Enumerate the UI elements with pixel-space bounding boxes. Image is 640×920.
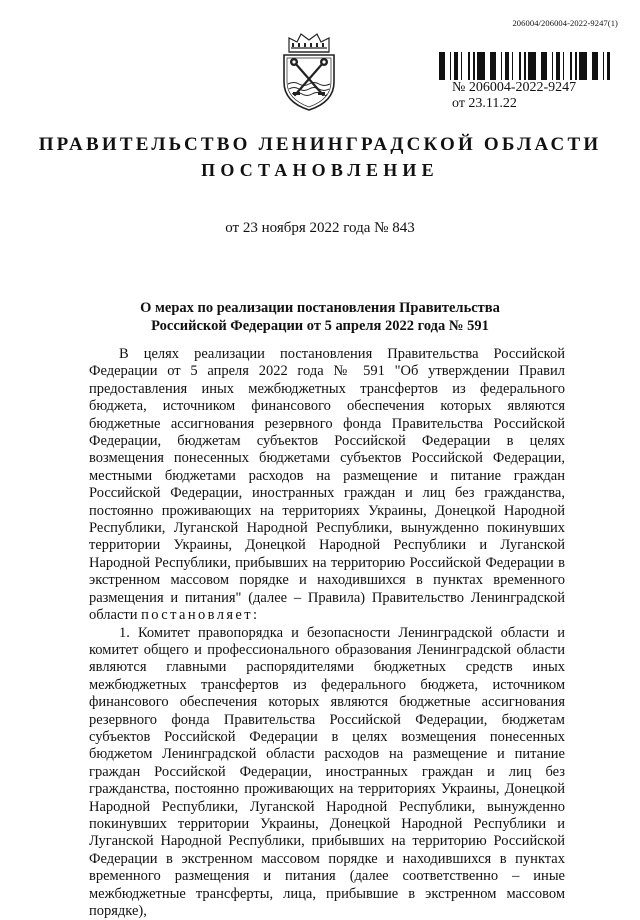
barcode-bar: [582, 52, 584, 80]
barcode-bar: [570, 52, 572, 80]
barcode-bar: [595, 52, 598, 80]
barcode-bar: [461, 52, 462, 80]
barcode-bar: [468, 52, 470, 80]
barcode-bar: [501, 52, 502, 80]
barcode-bar: [559, 52, 560, 80]
barcode-bar: [482, 52, 485, 80]
registration-number: № 206004-2022-9247: [452, 80, 576, 96]
registration-date: от 23.11.22: [452, 96, 517, 112]
document-type: ПОСТАНОВЛЕНИЕ: [0, 160, 640, 181]
document-code: 206004/206004-2022-9247(1): [512, 18, 618, 28]
subject-line-1: О мерах по реализации постановления Правительства: [60, 300, 580, 318]
barcode-bar: [603, 52, 604, 80]
government-title: ПРАВИТЕЛЬСТВО ЛЕНИНГРАДСКОЙ ОБЛАСТИ: [0, 134, 640, 156]
document-subject: [60, 300, 580, 335]
barcode-bar: [592, 52, 595, 80]
barcode-bar: [442, 52, 445, 80]
barcode-bar: [493, 52, 496, 80]
document-body: [89, 346, 565, 920]
barcode-bar: [552, 52, 553, 80]
body-paragraph-item-1: 1. Комитет правопорядка и безопасности Ленинградской области и комитет общего и профессионального образования Ленинградской области являются главными распорядителями бюджетных средств иных межбюджетных трансфертов из федерального бюджета, источником финансового обеспечения которых являются бюджетные ассигнования резервного фонда Правительства Российской Федерации, бюджетам субъектов Российской Федерации в целях возмещения понесенных бюджетом Ленинградской области расходов на размещение и питание граждан Российской Федерации, иностранных граждан и лиц без гражданства, постоянно проживающих на территориях Украины, Донецкой Народной Республики, Луганской Народной Республики, вынужденно покинувших территории Украины, Донецкой Народной Республики и Луганской Народной Республики, прибывших на территорию Российской Федерации в экстренном массовом порядке и находившихся в пунктах временного размещения и питания (далее соответственно – иные межбюджетные трансферты, лица, прибывшие в экстренном массовом порядке),: [89, 625, 565, 920]
document-date-number: от 23 ноября 2022 года № 843: [0, 220, 640, 237]
barcode-bar: [544, 52, 547, 80]
body-paragraph-preamble: [89, 346, 565, 625]
barcode-bar: [533, 52, 536, 80]
barcode-bar: [477, 52, 480, 80]
barcode-bar: [575, 52, 577, 80]
barcode-bar: [528, 52, 531, 80]
barcode-icon: [437, 52, 613, 80]
resolution-verb: постановляет:: [141, 607, 259, 623]
barcode-bar: [457, 52, 458, 80]
barcode-bar: [508, 52, 509, 80]
barcode-bar: [584, 52, 587, 80]
barcode-bar: [556, 52, 559, 80]
barcode-bar: [450, 52, 451, 80]
barcode-bar: [563, 52, 564, 80]
barcode-bar: [505, 52, 508, 80]
barcode-bar: [519, 52, 521, 80]
subject-line-2: Российской Федерации от 5 апреля 2022 года № 591: [60, 318, 580, 336]
barcode-bar: [473, 52, 475, 80]
barcode-bar: [541, 52, 544, 80]
barcode-bar: [579, 52, 582, 80]
barcode-bar: [439, 52, 442, 80]
preamble-text: В целях реализации постановления Правительства Российской Федерации от 5 апреля 2022 года № 591 "Об утверждении Правил предоставления иных межбюджетных трансфертов из федерального бюджета, источником финансового обеспечения которых являются бюджетные ассигнования резервного фонда Правительства Российской Федерации, бюджетам субъектов Российской Федерации в целях возмещения понесенных бюджетами субъектов Российской Федерации, местными бюджетами расходов на размещение и питание граждан Российской Федерации, иностранных граждан и лиц без гражданства, постоянно проживающих на территориях Украины, Донецкой Народной Республики, Луганской Народной Республики, вынужденно покинувших территории Украины, Донецкой Народной Республики и Луганской Народной Республики, прибывших на территорию Российской Федерации в экстренном массовом порядке и находившихся в пунктах временного размещения и питания" (далее – Правила) Правительство Ленинградской области: [89, 346, 565, 623]
barcode-bar: [531, 52, 533, 80]
barcode-bar: [512, 52, 513, 80]
barcode-bar: [607, 52, 610, 80]
barcode-bar: [524, 52, 526, 80]
coat-of-arms-icon: [278, 32, 340, 112]
barcode-bar: [480, 52, 482, 80]
barcode-bar: [490, 52, 493, 80]
barcode-bar: [454, 52, 457, 80]
